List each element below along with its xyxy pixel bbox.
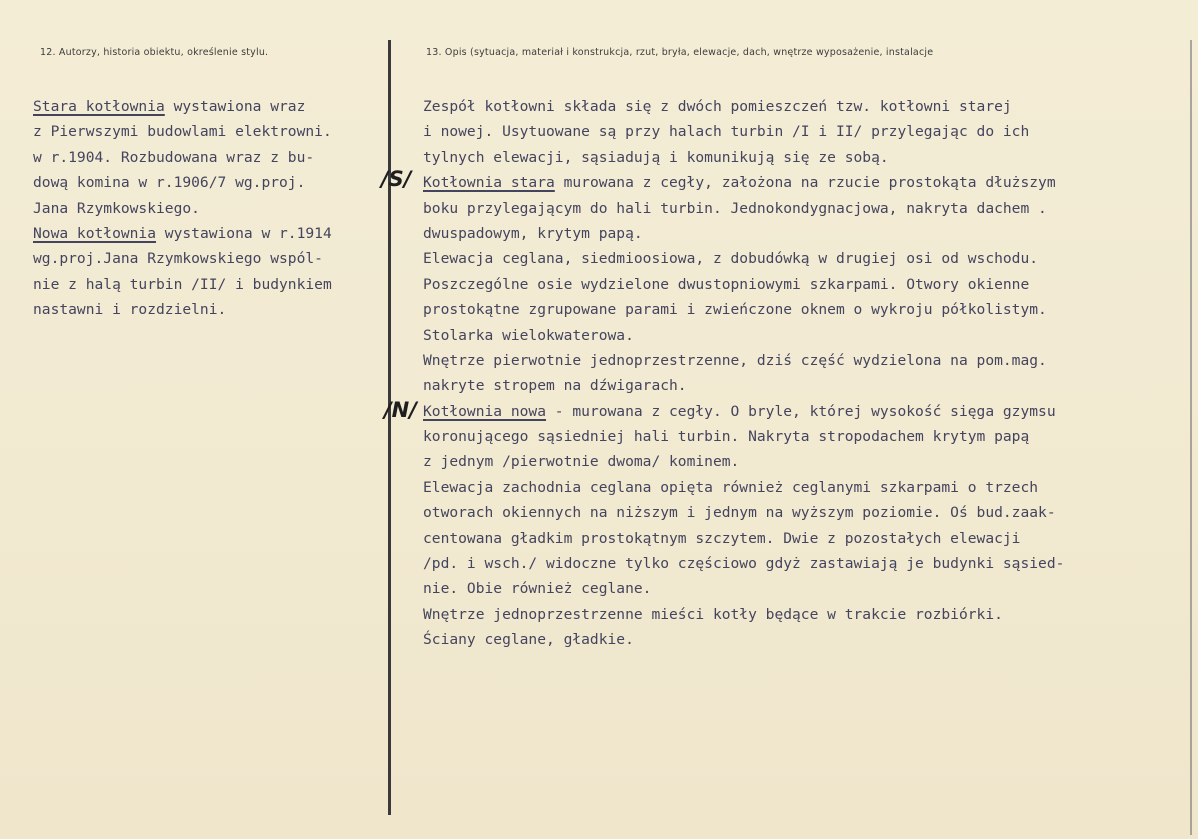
description-line <box>423 145 1064 170</box>
line-text: tylnych elewacji, sąsiadują i komunikują się ze sobą. <box>423 148 889 166</box>
section-header-12: 12. Autorzy, historia obiektu, określenie stylu. <box>40 47 269 58</box>
line-text: Ściany ceglane, gładkie. <box>423 631 634 649</box>
history-line <box>33 170 332 195</box>
line-text: Zespół kotłowni składa się z dwóch pomieszczeń tzw. kotłowni starej <box>423 98 1012 115</box>
margin-mark-nowa: /N/ <box>384 398 417 422</box>
line-text: nakryte stropem na dźwigarach. <box>423 377 687 395</box>
description-line <box>423 602 1064 627</box>
line-text: w r.1904. Rozbudowana wraz z bu- <box>33 148 315 166</box>
history-text-column <box>33 94 332 323</box>
line-text: Wnętrze pierwotnie jednoprzestrzenne, dziś część wydzielona na pom.mag. <box>423 351 1047 369</box>
description-line <box>423 399 1064 424</box>
description-line <box>423 551 1064 576</box>
description-line <box>423 119 1064 144</box>
line-text: - murowana z cegły. O bryle, której wysokość sięga gzymsu <box>546 402 1056 420</box>
line-text: Elewacja zachodnia ceglana opięta również ceglanymi szkarpami o trzech <box>423 478 1039 496</box>
underlined-heading: Nowa kotłownia <box>33 224 157 242</box>
line-text: otworach okiennych na niższym i jednym na wyższym poziomie. Oś bud.zaak- <box>423 504 1056 522</box>
margin-mark-stara: /S/ <box>381 167 412 191</box>
line-text: boku przylegającym do hali turbin. Jednokondygnacjowa, nakryta dachem . <box>423 199 1047 217</box>
line-text: /pd. i wsch./ widoczne tylko częściowo gdyż zastawiają je budynki sąsied- <box>423 555 1065 573</box>
line-text: dwuspadowym, krytym papą. <box>423 224 643 242</box>
line-text: wystawiona wraz <box>164 98 306 115</box>
line-text: centowana gładkim prostokątnym szczytem. Dwie z pozostałych elewacji <box>423 529 1021 547</box>
line-text: nastawni i rozdzielni. <box>33 301 227 319</box>
line-text: z Pierwszymi budowlami elektrowni. <box>33 123 332 141</box>
line-text: Stolarka wielokwaterowa. <box>423 326 634 344</box>
line-text: prostokątne zgrupowane parami i zwieńczone oknem o wykroju półkolistym. <box>423 301 1047 319</box>
line-text: Poszczególne osie wydzielone dwustopniowymi szkarpami. Otwory okienne <box>423 275 1030 293</box>
history-line <box>33 272 332 297</box>
description-line <box>423 449 1064 474</box>
line-text: z jednym /pierwotnie dwoma/ kominem. <box>423 453 740 471</box>
history-line <box>33 221 332 246</box>
description-line <box>423 500 1064 525</box>
description-line <box>423 94 1064 119</box>
line-text: nie z halą turbin /II/ i budynkiem <box>33 275 332 293</box>
description-line <box>423 246 1064 271</box>
description-line <box>423 424 1064 449</box>
history-line <box>33 297 332 322</box>
description-line <box>423 576 1064 601</box>
history-line <box>33 119 332 144</box>
description-line <box>423 348 1064 373</box>
underlined-heading: Kotłownia stara <box>423 174 555 192</box>
line-text: Elewacja ceglana, siedmioosiowa, z dobudówką w drugiej osi od wschodu. <box>423 250 1039 268</box>
description-line <box>423 297 1064 322</box>
line-text: i nowej. Usytuowane są przy halach turbin /I i II/ przylegając do ich <box>423 123 1030 141</box>
line-text: koronującego sąsiedniej hali turbin. Nakryta stropodachem krytym papą <box>423 428 1030 446</box>
description-line <box>423 272 1064 297</box>
description-line <box>423 196 1064 221</box>
underlined-heading: Kotłownia nowa <box>423 402 547 420</box>
description-text-column <box>423 94 1064 653</box>
history-line <box>33 94 332 119</box>
line-text: murowana z cegły, założona na rzucie prostokąta dłuższym <box>554 174 1056 192</box>
description-line <box>423 526 1064 551</box>
history-line <box>33 246 332 271</box>
line-text: wg.proj.Jana Rzymkowskiego wspól- <box>33 250 323 268</box>
underlined-heading: Stara kotłownia <box>33 98 165 115</box>
description-line <box>423 627 1064 652</box>
history-line <box>33 145 332 170</box>
description-line <box>423 475 1064 500</box>
description-line <box>423 170 1064 195</box>
history-line <box>33 196 332 221</box>
line-text: Jana Rzymkowskiego. <box>33 199 200 217</box>
section-header-13: 13. Opis (sytuacja, materiał i konstrukcja, rzut, bryła, elewacje, dach, wnętrze wyposażenie, instalacje <box>426 47 934 58</box>
description-line <box>423 221 1064 246</box>
line-text: wystawiona w r.1914 <box>156 224 332 242</box>
line-text: Wnętrze jednoprzestrzenne mieści kotły będące w trakcie rozbiórki. <box>423 605 1003 623</box>
line-text: dową komina w r.1906/7 wg.proj. <box>33 174 306 192</box>
description-line <box>423 373 1064 398</box>
column-divider <box>388 40 391 815</box>
page-edge-line <box>1190 40 1192 835</box>
line-text: nie. Obie również ceglane. <box>423 580 652 598</box>
description-line <box>423 323 1064 348</box>
